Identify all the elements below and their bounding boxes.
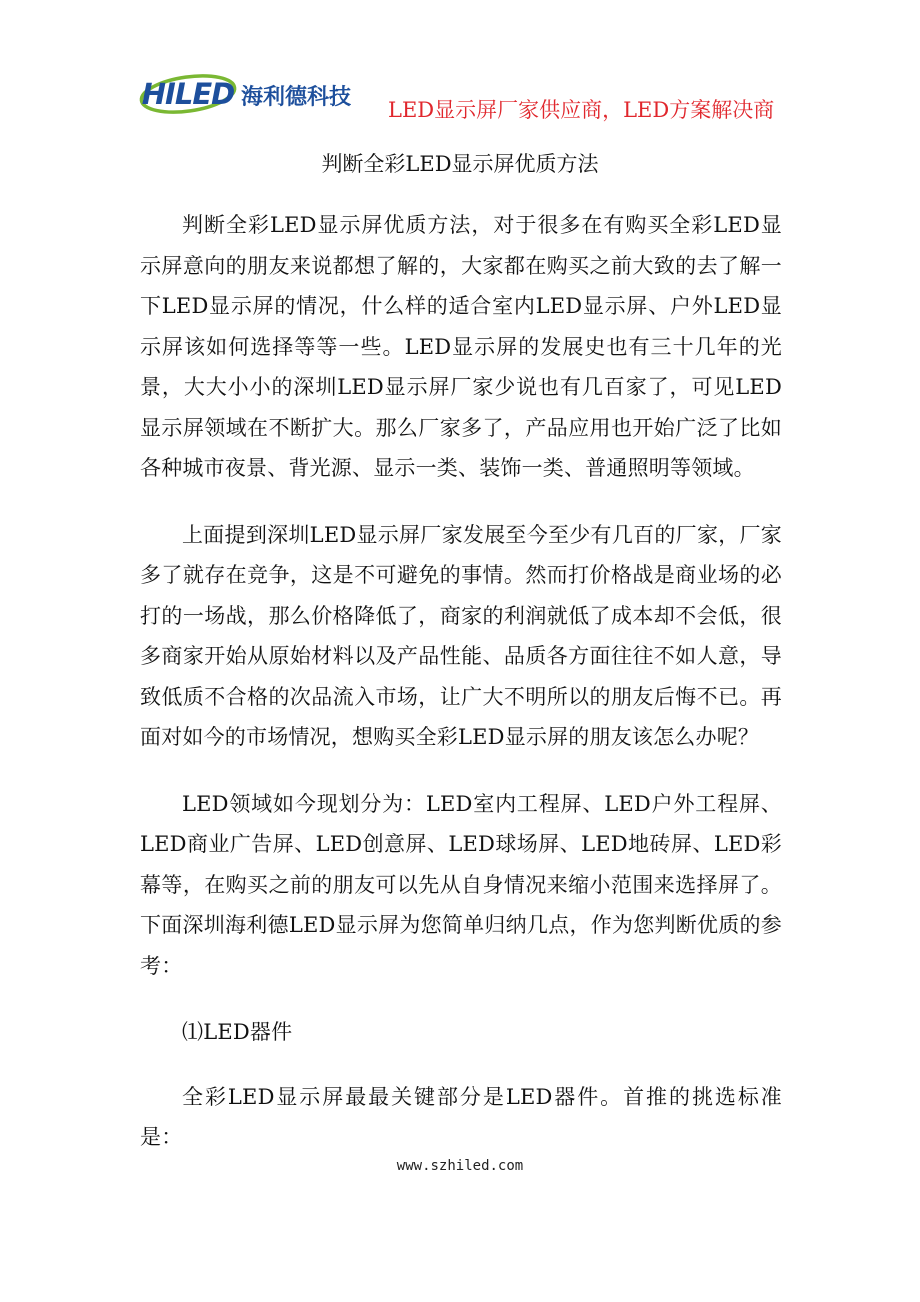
page-header [0,0,920,130]
paragraph-categories: LED领域如今现划分为：LED室内工程屏、LED户外工程屏、LED商业广告屏、LED创意屏、LED球场屏、LED地砖屏、LED彩幕等，在购买之前的朋友可以先从自身情况来缩小范围来选择屏了。下面深圳海利德LED显示屏为您简单归纳几点，作为您判断优质的参考： [140,791,782,978]
company-name: 海利德科技 [241,85,352,110]
svg-text:HILED: HILED [141,77,235,111]
header-slogan: LED显示屏厂家供应商，LED方案解决商 [388,98,775,122]
paragraph-intro: 判断全彩LED显示屏优质方法，对于很多在有购买全彩LED显示屏意向的朋友来说都想了解的，大家都在购买之前大致的去了解一下LED显示屏的情况，什么样的适合室内LED显示屏、户外LED显示屏该如何选择等等一些。LED显示屏的发展史也有三十几年的光景，大大小小的深圳LED显示屏厂家少说也有几百家了，可见LED显示屏领域在不断扩大。那么厂家多了，产品应用也开始广泛了比如各种城市夜景、背光源、显示一类、装饰一类、普通照明等领域。 [140,213,782,480]
company-logo [138,64,368,120]
paragraph-led-components: 全彩LED显示屏最最关键部分是LED器件。首推的挑选标准是： [140,1084,782,1149]
document-body [140,205,782,1184]
paragraph-competition: 上面提到深圳LED显示屏厂家发展至今至少有几百的厂家，厂家多了就存在竞争，这是不可避免的事情。然而打价格战是商业场的必打的一场战，那么价格降低了，商家的利润就低了成本却不会低，很多商家开始从原始材料以及产品性能、品质各方面往往不如人意，导致低质不合格的次品流入市场，让广大不明所以的朋友后悔不已。再面对如今的市场情况，想购买全彩LED显示屏的朋友该怎么办呢？ [140,522,782,749]
document-title: 判断全彩LED显示屏优质方法 [321,152,599,176]
footer-website: www.szhiled.com [396,1158,524,1174]
section-heading-led-components: ⑴LED器件 [182,1020,293,1044]
hiled-logo-icon [138,64,238,120]
